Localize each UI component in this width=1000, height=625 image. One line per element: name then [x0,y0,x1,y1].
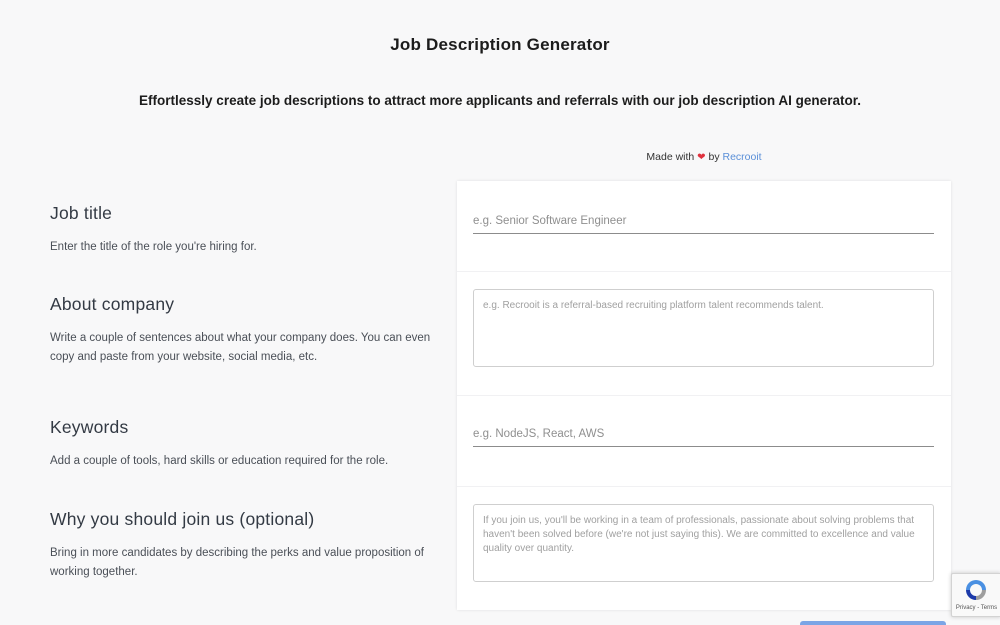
why-join-textarea[interactable] [473,504,934,582]
page-title: Job Description Generator [390,35,610,54]
form-card [457,181,951,610]
made-with-label: Made with [646,151,695,163]
about-company-textarea[interactable] [473,289,934,367]
keywords-description: Add a couple of tools, hard skills or education required for the role. [50,455,389,467]
heart-icon: ❤ [697,152,706,163]
job-title-section [50,203,435,257]
job-title-heading: Job title [50,203,113,223]
why-join-heading: Why you should join us (optional) [50,509,315,529]
job-title-input[interactable] [473,209,934,234]
recaptcha-terms[interactable]: Privacy - Terms [955,605,998,611]
keywords-field-block [457,395,951,487]
made-with-credit [457,151,951,163]
recaptcha-badge[interactable] [951,573,1000,617]
keywords-section [50,417,435,471]
job-title-field-block [457,181,951,272]
why-join-description: Bring in more candidates by describing the perks and value proposition of working together. [50,547,424,578]
keywords-heading: Keywords [50,417,129,437]
page-subtitle: Effortlessly create job descriptions to attract more applicants and referrals with our job description AI generator. [139,93,861,108]
about-company-field-block [457,271,951,396]
about-company-description: Write a couple of sentences about what your company does. You can even copy and paste from your website, social media, etc. [50,332,431,363]
about-company-section [50,294,435,367]
job-title-description: Enter the title of the role you're hiring for. [50,241,257,253]
keywords-input[interactable] [473,422,934,447]
generate-button[interactable] [800,621,946,625]
by-label: by [708,151,720,163]
recaptcha-icon [964,578,988,602]
recrooit-link[interactable]: Recrooit [722,151,762,163]
about-company-heading: About company [50,294,175,314]
why-join-field-block [457,486,951,610]
why-join-section [50,509,435,582]
